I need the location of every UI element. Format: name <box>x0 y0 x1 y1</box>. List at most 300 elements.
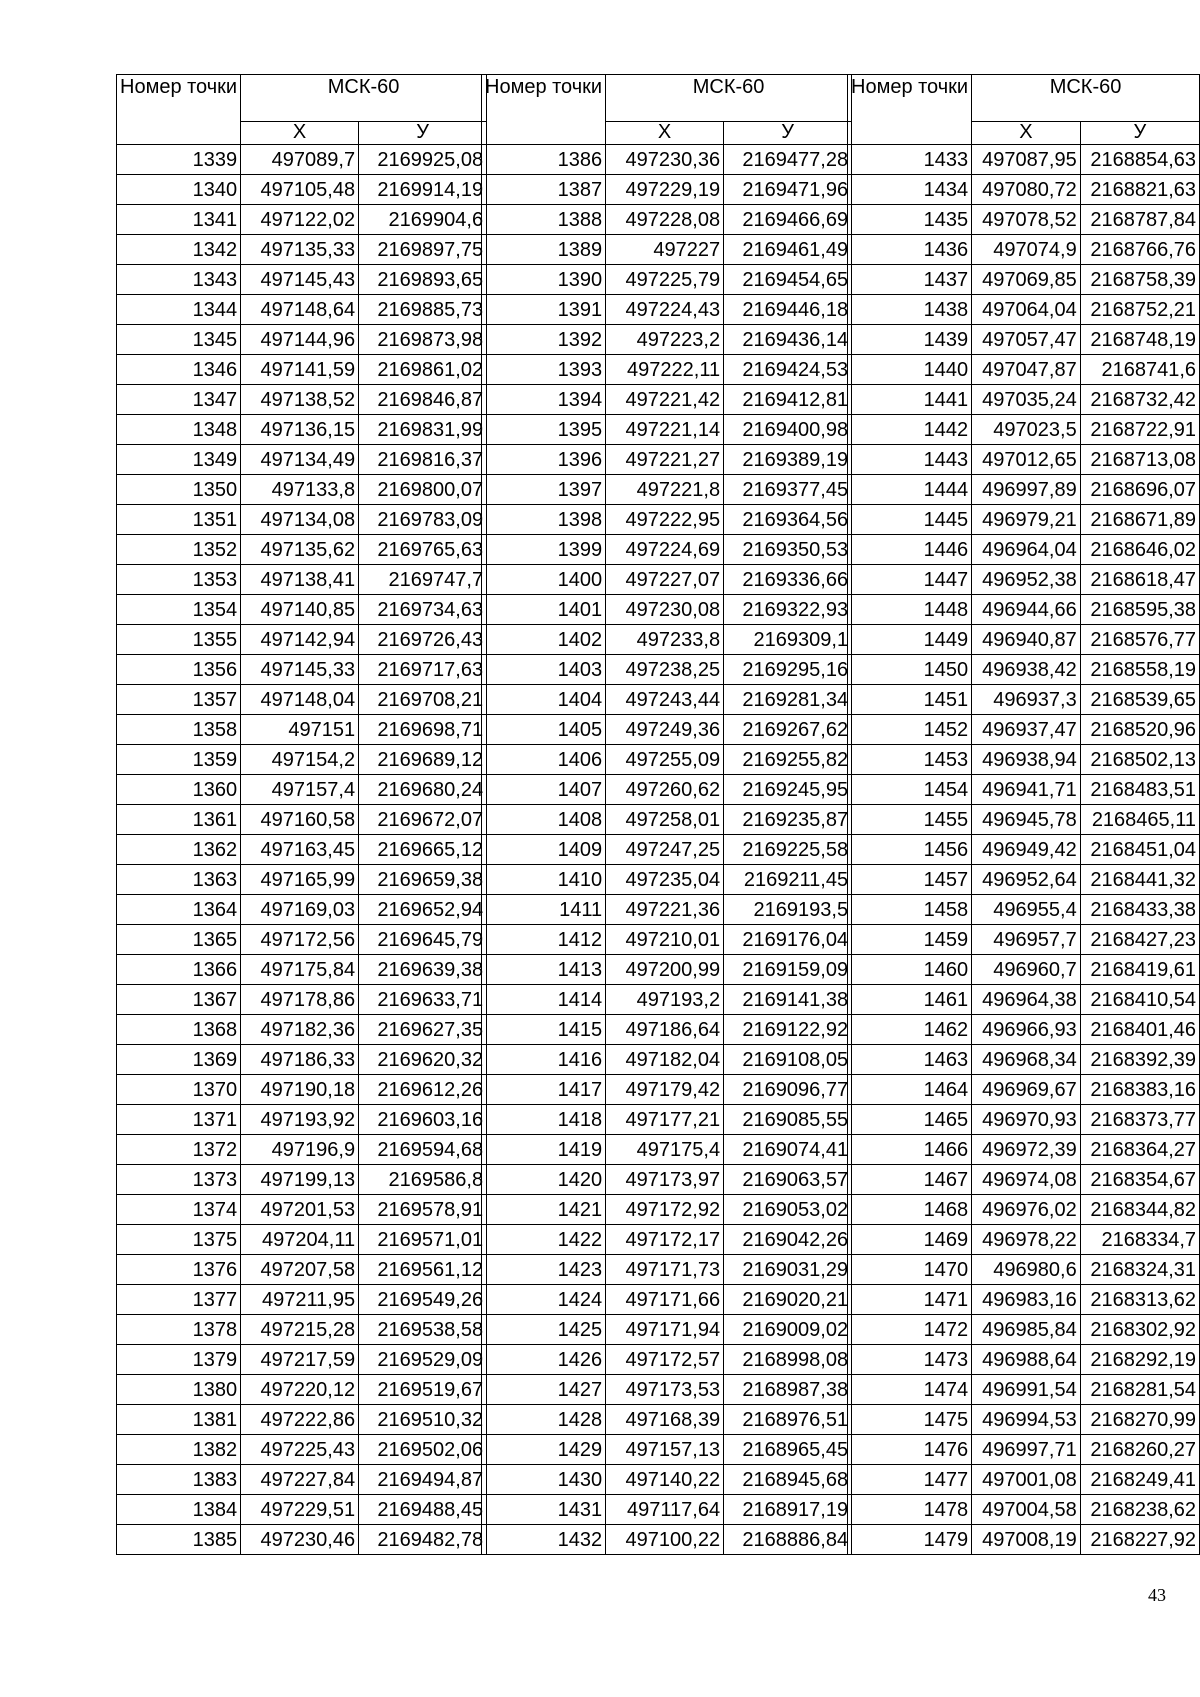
x-coordinate-cell: 497135,62 <box>241 535 359 565</box>
table-row <box>848 1045 1200 1075</box>
y-coordinate-cell: 2169765,63 <box>359 535 487 565</box>
page-number: 43 <box>1148 1585 1166 1605</box>
y-coordinate-cell: 2169466,69 <box>724 205 852 235</box>
point-number-cell: 1434 <box>848 175 972 205</box>
y-coordinate-cell: 2169245,95 <box>724 775 852 805</box>
x-coordinate-cell: 497221,8 <box>606 475 724 505</box>
x-coordinate-cell: 497227,84 <box>241 1465 359 1495</box>
table-row <box>117 1075 487 1105</box>
x-column-header: Х <box>241 122 359 145</box>
y-coordinate-cell: 2168281,54 <box>1080 1375 1199 1405</box>
point-number-cell: 1406 <box>482 745 606 775</box>
table-row <box>117 235 487 265</box>
y-coordinate-cell: 2169893,65 <box>359 265 487 295</box>
point-number-cell: 1438 <box>848 295 972 325</box>
x-coordinate-cell: 496974,08 <box>972 1165 1081 1195</box>
x-coordinate-cell: 497100,22 <box>606 1525 724 1555</box>
x-coordinate-cell: 497173,53 <box>606 1375 724 1405</box>
x-coordinate-cell: 497142,94 <box>241 625 359 655</box>
x-coordinate-cell: 497238,25 <box>606 655 724 685</box>
table-row <box>482 1375 852 1405</box>
table-row <box>482 325 852 355</box>
x-coordinate-cell: 497135,33 <box>241 235 359 265</box>
x-coordinate-cell: 496997,89 <box>972 475 1081 505</box>
y-coordinate-cell: 2168766,76 <box>1080 235 1199 265</box>
y-coordinate-cell: 2168748,19 <box>1080 325 1199 355</box>
y-coordinate-cell: 2169747,7 <box>359 565 487 595</box>
point-number-header: Номер точки <box>482 75 606 145</box>
table-row <box>117 1045 487 1075</box>
y-coordinate-cell: 2169549,26 <box>359 1285 487 1315</box>
x-coordinate-cell: 497144,96 <box>241 325 359 355</box>
x-coordinate-cell: 497229,51 <box>241 1495 359 1525</box>
x-coordinate-cell: 497179,42 <box>606 1075 724 1105</box>
x-coordinate-cell: 497047,87 <box>972 355 1081 385</box>
y-coordinate-cell: 2169571,01 <box>359 1225 487 1255</box>
y-coordinate-cell: 2168886,84 <box>724 1525 852 1555</box>
point-number-cell: 1476 <box>848 1435 972 1465</box>
y-coordinate-cell: 2168227,92 <box>1080 1525 1199 1555</box>
table-row <box>117 535 487 565</box>
point-number-cell: 1401 <box>482 595 606 625</box>
point-number-cell: 1426 <box>482 1345 606 1375</box>
y-coordinate-cell: 2169020,21 <box>724 1285 852 1315</box>
point-number-cell: 1389 <box>482 235 606 265</box>
y-coordinate-cell: 2169074,41 <box>724 1135 852 1165</box>
point-number-cell: 1345 <box>117 325 241 355</box>
table-row <box>117 685 487 715</box>
table-row <box>117 655 487 685</box>
y-coordinate-cell: 2168364,27 <box>1080 1135 1199 1165</box>
x-coordinate-cell: 497138,52 <box>241 385 359 415</box>
point-number-cell: 1418 <box>482 1105 606 1135</box>
x-coordinate-cell: 497151 <box>241 715 359 745</box>
y-coordinate-cell: 2169494,87 <box>359 1465 487 1495</box>
y-coordinate-cell: 2169295,16 <box>724 655 852 685</box>
table-row <box>482 745 852 775</box>
table-row <box>117 295 487 325</box>
x-coordinate-cell: 497001,08 <box>972 1465 1081 1495</box>
table-row <box>482 1435 852 1465</box>
point-number-cell: 1388 <box>482 205 606 235</box>
point-number-cell: 1383 <box>117 1465 241 1495</box>
point-number-cell: 1423 <box>482 1255 606 1285</box>
point-number-cell: 1350 <box>117 475 241 505</box>
point-number-cell: 1442 <box>848 415 972 445</box>
table-row <box>482 1465 852 1495</box>
x-coordinate-cell: 497078,52 <box>972 205 1081 235</box>
x-coordinate-cell: 497172,56 <box>241 925 359 955</box>
x-coordinate-cell: 496964,04 <box>972 535 1081 565</box>
point-number-cell: 1379 <box>117 1345 241 1375</box>
table-row <box>848 805 1200 835</box>
point-number-cell: 1399 <box>482 535 606 565</box>
y-coordinate-cell: 2169680,24 <box>359 775 487 805</box>
x-coordinate-cell: 497255,09 <box>606 745 724 775</box>
table-row <box>117 835 487 865</box>
table-row <box>117 1405 487 1435</box>
table-row <box>482 775 852 805</box>
table-row <box>848 985 1200 1015</box>
y-coordinate-cell: 2169831,99 <box>359 415 487 445</box>
point-number-cell: 1462 <box>848 1015 972 1045</box>
x-coordinate-cell: 497215,28 <box>241 1315 359 1345</box>
point-number-cell: 1457 <box>848 865 972 895</box>
table-row <box>117 865 487 895</box>
point-number-cell: 1367 <box>117 985 241 1015</box>
point-number-cell: 1459 <box>848 925 972 955</box>
y-coordinate-cell: 2168741,6 <box>1080 355 1199 385</box>
y-coordinate-cell: 2169159,09 <box>724 955 852 985</box>
x-coordinate-cell: 496985,84 <box>972 1315 1081 1345</box>
table-row <box>482 1495 852 1525</box>
y-coordinate-cell: 2169594,68 <box>359 1135 487 1165</box>
table-row <box>117 505 487 535</box>
table-row <box>848 1165 1200 1195</box>
x-coordinate-cell: 497141,59 <box>241 355 359 385</box>
x-coordinate-cell: 497227,07 <box>606 565 724 595</box>
x-coordinate-cell: 497258,01 <box>606 805 724 835</box>
x-coordinate-cell: 497169,03 <box>241 895 359 925</box>
x-coordinate-cell: 496976,02 <box>972 1195 1081 1225</box>
table-row <box>482 1345 852 1375</box>
x-coordinate-cell: 497148,64 <box>241 295 359 325</box>
table-row <box>117 565 487 595</box>
y-coordinate-cell: 2169211,45 <box>724 865 852 895</box>
point-number-cell: 1365 <box>117 925 241 955</box>
point-number-cell: 1452 <box>848 715 972 745</box>
table-row <box>848 925 1200 955</box>
x-coordinate-cell: 497217,59 <box>241 1345 359 1375</box>
x-coordinate-cell: 497230,08 <box>606 595 724 625</box>
y-coordinate-cell: 2168433,38 <box>1080 895 1199 925</box>
x-coordinate-cell: 497064,04 <box>972 295 1081 325</box>
x-coordinate-cell: 496983,16 <box>972 1285 1081 1315</box>
table-row <box>482 925 852 955</box>
x-coordinate-cell: 497140,85 <box>241 595 359 625</box>
y-coordinate-cell: 2169873,98 <box>359 325 487 355</box>
x-coordinate-cell: 497008,19 <box>972 1525 1081 1555</box>
x-coordinate-cell: 497172,57 <box>606 1345 724 1375</box>
point-number-cell: 1429 <box>482 1435 606 1465</box>
x-coordinate-cell: 497182,04 <box>606 1045 724 1075</box>
point-number-cell: 1441 <box>848 385 972 415</box>
point-number-cell: 1445 <box>848 505 972 535</box>
y-coordinate-cell: 2169689,12 <box>359 745 487 775</box>
table-row <box>117 805 487 835</box>
table-row <box>848 1285 1200 1315</box>
y-coordinate-cell: 2169446,18 <box>724 295 852 325</box>
x-coordinate-cell: 496968,34 <box>972 1045 1081 1075</box>
coordinates-table-1 <box>116 74 487 1555</box>
table-row <box>482 1225 852 1255</box>
point-number-cell: 1346 <box>117 355 241 385</box>
y-coordinate-cell: 2169510,32 <box>359 1405 487 1435</box>
table-row <box>848 1405 1200 1435</box>
point-number-cell: 1432 <box>482 1525 606 1555</box>
table-row <box>848 955 1200 985</box>
table-row <box>482 295 852 325</box>
y-coordinate-cell: 2168854,63 <box>1080 145 1199 175</box>
point-number-cell: 1443 <box>848 445 972 475</box>
point-number-cell: 1466 <box>848 1135 972 1165</box>
y-coordinate-cell: 2169477,28 <box>724 145 852 175</box>
y-coordinate-cell: 2168945,68 <box>724 1465 852 1495</box>
table-row <box>848 475 1200 505</box>
table-row <box>117 955 487 985</box>
point-number-cell: 1448 <box>848 595 972 625</box>
x-coordinate-cell: 497225,43 <box>241 1435 359 1465</box>
point-number-cell: 1377 <box>117 1285 241 1315</box>
table-row <box>117 265 487 295</box>
y-coordinate-cell: 2168595,38 <box>1080 595 1199 625</box>
y-coordinate-cell: 2169633,71 <box>359 985 487 1015</box>
y-coordinate-cell: 2168451,04 <box>1080 835 1199 865</box>
point-number-cell: 1450 <box>848 655 972 685</box>
x-coordinate-cell: 497224,43 <box>606 295 724 325</box>
x-coordinate-cell: 497171,66 <box>606 1285 724 1315</box>
x-coordinate-cell: 497243,44 <box>606 685 724 715</box>
point-number-cell: 1398 <box>482 505 606 535</box>
x-coordinate-cell: 497221,14 <box>606 415 724 445</box>
x-coordinate-cell: 497190,18 <box>241 1075 359 1105</box>
y-coordinate-cell: 2168821,63 <box>1080 175 1199 205</box>
table-row <box>848 745 1200 775</box>
y-coordinate-cell: 2168249,41 <box>1080 1465 1199 1495</box>
table-row <box>482 1315 852 1345</box>
x-column-header: Х <box>972 122 1081 145</box>
y-coordinate-cell: 2169561,12 <box>359 1255 487 1285</box>
point-number-cell: 1420 <box>482 1165 606 1195</box>
x-coordinate-cell: 497178,86 <box>241 985 359 1015</box>
point-number-cell: 1387 <box>482 175 606 205</box>
table-row <box>482 955 852 985</box>
x-coordinate-cell: 497227 <box>606 235 724 265</box>
table-row <box>482 445 852 475</box>
y-coordinate-cell: 2168392,39 <box>1080 1045 1199 1075</box>
table-row <box>482 1105 852 1135</box>
point-number-cell: 1360 <box>117 775 241 805</box>
table-row <box>482 1075 852 1105</box>
x-coordinate-cell: 497035,24 <box>972 385 1081 415</box>
table-row <box>117 1165 487 1195</box>
x-coordinate-cell: 496955,4 <box>972 895 1081 925</box>
x-coordinate-cell: 496945,78 <box>972 805 1081 835</box>
table-row <box>117 1465 487 1495</box>
table-row <box>117 445 487 475</box>
table-row <box>482 145 852 175</box>
table-row <box>482 655 852 685</box>
y-coordinate-cell: 2168576,77 <box>1080 625 1199 655</box>
point-number-cell: 1451 <box>848 685 972 715</box>
y-coordinate-cell: 2169350,53 <box>724 535 852 565</box>
table-row <box>482 895 852 925</box>
x-coordinate-cell: 497204,11 <box>241 1225 359 1255</box>
point-number-cell: 1477 <box>848 1465 972 1495</box>
y-coordinate-cell: 2168787,84 <box>1080 205 1199 235</box>
table-row <box>848 775 1200 805</box>
y-coordinate-cell: 2169800,07 <box>359 475 487 505</box>
table-row <box>482 1285 852 1315</box>
point-number-cell: 1470 <box>848 1255 972 1285</box>
x-coordinate-cell: 497069,85 <box>972 265 1081 295</box>
x-coordinate-cell: 497138,41 <box>241 565 359 595</box>
x-coordinate-cell: 497221,27 <box>606 445 724 475</box>
point-number-cell: 1444 <box>848 475 972 505</box>
x-coordinate-cell: 497177,21 <box>606 1105 724 1135</box>
point-number-cell: 1449 <box>848 625 972 655</box>
point-number-cell: 1358 <box>117 715 241 745</box>
x-coordinate-cell: 497057,47 <box>972 325 1081 355</box>
point-number-cell: 1343 <box>117 265 241 295</box>
table-row <box>117 1525 487 1555</box>
point-number-cell: 1368 <box>117 1015 241 1045</box>
point-number-cell: 1351 <box>117 505 241 535</box>
y-coordinate-cell: 2169108,05 <box>724 1045 852 1075</box>
table-row <box>117 925 487 955</box>
point-number-cell: 1390 <box>482 265 606 295</box>
y-coordinate-cell: 2169085,55 <box>724 1105 852 1135</box>
table-row <box>482 1525 852 1555</box>
y-coordinate-cell: 2169042,26 <box>724 1225 852 1255</box>
x-coordinate-cell: 497134,49 <box>241 445 359 475</box>
y-coordinate-cell: 2169424,53 <box>724 355 852 385</box>
x-coordinate-cell: 497200,99 <box>606 955 724 985</box>
table-row <box>848 685 1200 715</box>
table-row <box>848 1255 1200 1285</box>
point-number-cell: 1376 <box>117 1255 241 1285</box>
point-number-cell: 1404 <box>482 685 606 715</box>
table-row <box>117 1255 487 1285</box>
point-number-cell: 1468 <box>848 1195 972 1225</box>
point-number-cell: 1384 <box>117 1495 241 1525</box>
y-coordinate-cell: 2169454,65 <box>724 265 852 295</box>
x-coordinate-cell: 497207,58 <box>241 1255 359 1285</box>
x-coordinate-cell: 497172,92 <box>606 1195 724 1225</box>
point-number-cell: 1471 <box>848 1285 972 1315</box>
x-coordinate-cell: 497221,36 <box>606 895 724 925</box>
y-coordinate-cell: 2169861,02 <box>359 355 487 385</box>
x-coordinate-cell: 497221,42 <box>606 385 724 415</box>
table-row <box>482 1045 852 1075</box>
x-coordinate-cell: 496952,64 <box>972 865 1081 895</box>
table-row <box>117 355 487 385</box>
y-coordinate-cell: 2169031,29 <box>724 1255 852 1285</box>
point-number-cell: 1422 <box>482 1225 606 1255</box>
point-number-cell: 1454 <box>848 775 972 805</box>
x-coordinate-cell: 497186,33 <box>241 1045 359 1075</box>
y-coordinate-cell: 2169620,32 <box>359 1045 487 1075</box>
x-coordinate-cell: 497222,11 <box>606 355 724 385</box>
y-coordinate-cell: 2169914,19 <box>359 175 487 205</box>
point-number-cell: 1458 <box>848 895 972 925</box>
y-coordinate-cell: 2169885,73 <box>359 295 487 325</box>
y-coordinate-cell: 2169639,38 <box>359 955 487 985</box>
y-coordinate-cell: 2169538,58 <box>359 1315 487 1345</box>
y-coordinate-cell: 2169225,58 <box>724 835 852 865</box>
x-coordinate-cell: 497154,2 <box>241 745 359 775</box>
point-number-cell: 1349 <box>117 445 241 475</box>
x-coordinate-cell: 497199,13 <box>241 1165 359 1195</box>
point-number-cell: 1371 <box>117 1105 241 1135</box>
y-coordinate-cell: 2169412,81 <box>724 385 852 415</box>
y-coordinate-cell: 2168752,21 <box>1080 295 1199 325</box>
y-coordinate-cell: 2168292,19 <box>1080 1345 1199 1375</box>
point-number-cell: 1474 <box>848 1375 972 1405</box>
y-coordinate-cell: 2168373,77 <box>1080 1105 1199 1135</box>
table-row <box>117 1225 487 1255</box>
point-number-cell: 1446 <box>848 535 972 565</box>
y-column-header: У <box>359 122 487 145</box>
y-coordinate-cell: 2169726,43 <box>359 625 487 655</box>
y-coordinate-cell: 2169717,63 <box>359 655 487 685</box>
coordinate-system-header: МСК-60 <box>972 75 1200 122</box>
point-number-header: Номер точки <box>117 75 241 145</box>
y-coordinate-cell: 2169816,37 <box>359 445 487 475</box>
x-coordinate-cell: 497224,69 <box>606 535 724 565</box>
y-coordinate-cell: 2168558,19 <box>1080 655 1199 685</box>
y-coordinate-cell: 2169488,45 <box>359 1495 487 1525</box>
point-number-cell: 1362 <box>117 835 241 865</box>
table-row <box>482 1015 852 1045</box>
point-number-cell: 1421 <box>482 1195 606 1225</box>
point-number-cell: 1408 <box>482 805 606 835</box>
point-number-cell: 1414 <box>482 985 606 1015</box>
table-row <box>117 1495 487 1525</box>
y-coordinate-cell: 2168732,42 <box>1080 385 1199 415</box>
x-coordinate-cell: 497134,08 <box>241 505 359 535</box>
point-number-cell: 1409 <box>482 835 606 865</box>
table-row <box>117 1375 487 1405</box>
x-coordinate-cell: 497074,9 <box>972 235 1081 265</box>
x-column-header: Х <box>606 122 724 145</box>
y-coordinate-cell: 2168354,67 <box>1080 1165 1199 1195</box>
y-coordinate-cell: 2168965,45 <box>724 1435 852 1465</box>
table-row <box>117 625 487 655</box>
point-number-cell: 1394 <box>482 385 606 415</box>
y-coordinate-cell: 2168713,08 <box>1080 445 1199 475</box>
y-coordinate-cell: 2169063,57 <box>724 1165 852 1195</box>
table-row <box>848 1375 1200 1405</box>
point-number-cell: 1355 <box>117 625 241 655</box>
point-number-cell: 1407 <box>482 775 606 805</box>
point-number-cell: 1354 <box>117 595 241 625</box>
x-coordinate-cell: 496960,7 <box>972 955 1081 985</box>
x-coordinate-cell: 497168,39 <box>606 1405 724 1435</box>
table-row <box>482 1405 852 1435</box>
y-coordinate-cell: 2169176,04 <box>724 925 852 955</box>
y-coordinate-cell: 2168758,39 <box>1080 265 1199 295</box>
table-row <box>117 895 487 925</box>
x-coordinate-cell: 496980,6 <box>972 1255 1081 1285</box>
y-coordinate-cell: 2169009,02 <box>724 1315 852 1345</box>
table-row <box>482 715 852 745</box>
y-coordinate-cell: 2169336,66 <box>724 565 852 595</box>
y-coordinate-cell: 2169783,09 <box>359 505 487 535</box>
y-coordinate-cell: 2169461,49 <box>724 235 852 265</box>
point-number-cell: 1464 <box>848 1075 972 1105</box>
table-row <box>848 655 1200 685</box>
table-row <box>848 565 1200 595</box>
x-coordinate-cell: 496944,66 <box>972 595 1081 625</box>
point-number-cell: 1455 <box>848 805 972 835</box>
point-number-cell: 1382 <box>117 1435 241 1465</box>
y-coordinate-cell: 2169096,77 <box>724 1075 852 1105</box>
coordinate-system-header: МСК-60 <box>241 75 487 122</box>
y-coordinate-cell: 2168722,91 <box>1080 415 1199 445</box>
x-coordinate-cell: 497089,7 <box>241 145 359 175</box>
table-row <box>848 595 1200 625</box>
